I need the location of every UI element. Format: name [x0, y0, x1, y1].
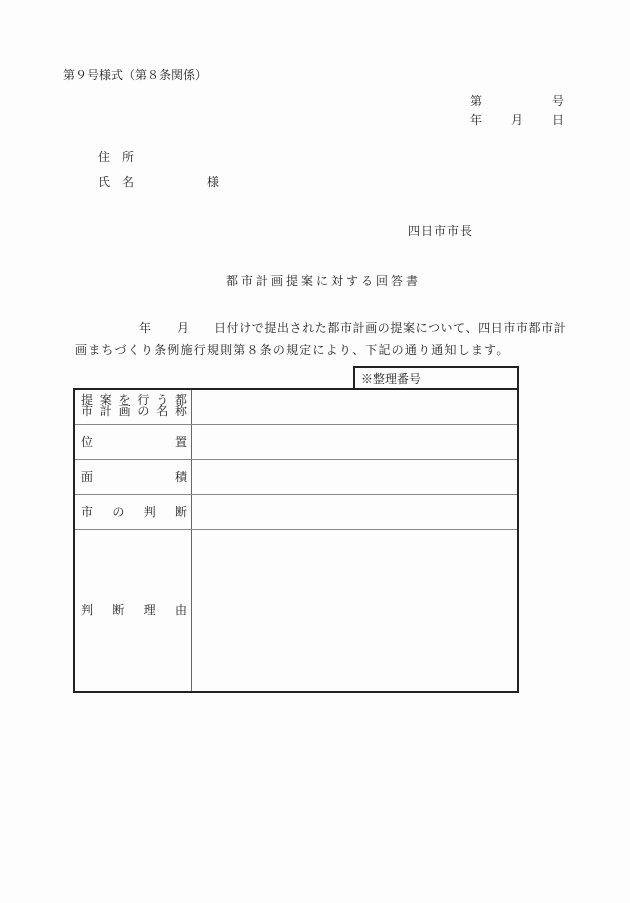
column-divider	[191, 390, 192, 691]
number-prefix: 第	[470, 94, 483, 108]
body-month: 月	[177, 321, 190, 335]
value-city-judgment[interactable]	[193, 495, 517, 529]
body-year: 年	[139, 321, 152, 335]
label-judgment-reason: 判 断 理 由	[81, 603, 187, 617]
honorific: 様	[207, 175, 220, 189]
value-location[interactable]	[193, 425, 517, 459]
date-year: 年	[470, 113, 483, 127]
value-area[interactable]	[193, 460, 517, 494]
address-label: 住 所	[98, 150, 135, 164]
label-location: 位 置	[81, 435, 187, 449]
label-area: 面 積	[81, 470, 187, 484]
body-line2: 画まちづくり条例施行規則第８条の規定により、下記の通り通知します。	[75, 343, 510, 357]
reference-number-label: ※整理番号	[361, 372, 422, 386]
date-day: 日	[552, 113, 565, 127]
document-title: 都市計画提案に対する回答書	[226, 274, 422, 288]
number-suffix: 号	[552, 94, 565, 108]
date-month: 月	[511, 113, 524, 127]
body-line1: 日付けで提出された都市計画の提案について、四日市市都市計	[214, 321, 567, 335]
response-table	[73, 388, 519, 693]
sender: 四日市市長	[408, 224, 474, 238]
form-id: 第９号様式（第８条関係）	[63, 68, 208, 82]
value-judgment-reason[interactable]	[193, 530, 517, 691]
reference-number-box[interactable]	[353, 366, 519, 390]
value-proposal-name[interactable]	[193, 390, 517, 424]
label-city-judgment: 市 の 判 断	[81, 505, 187, 519]
label-proposal-name: 提 案 を 行 う 都 市 計 画 の 名 称	[81, 393, 187, 418]
name-label: 氏 名	[98, 175, 135, 189]
